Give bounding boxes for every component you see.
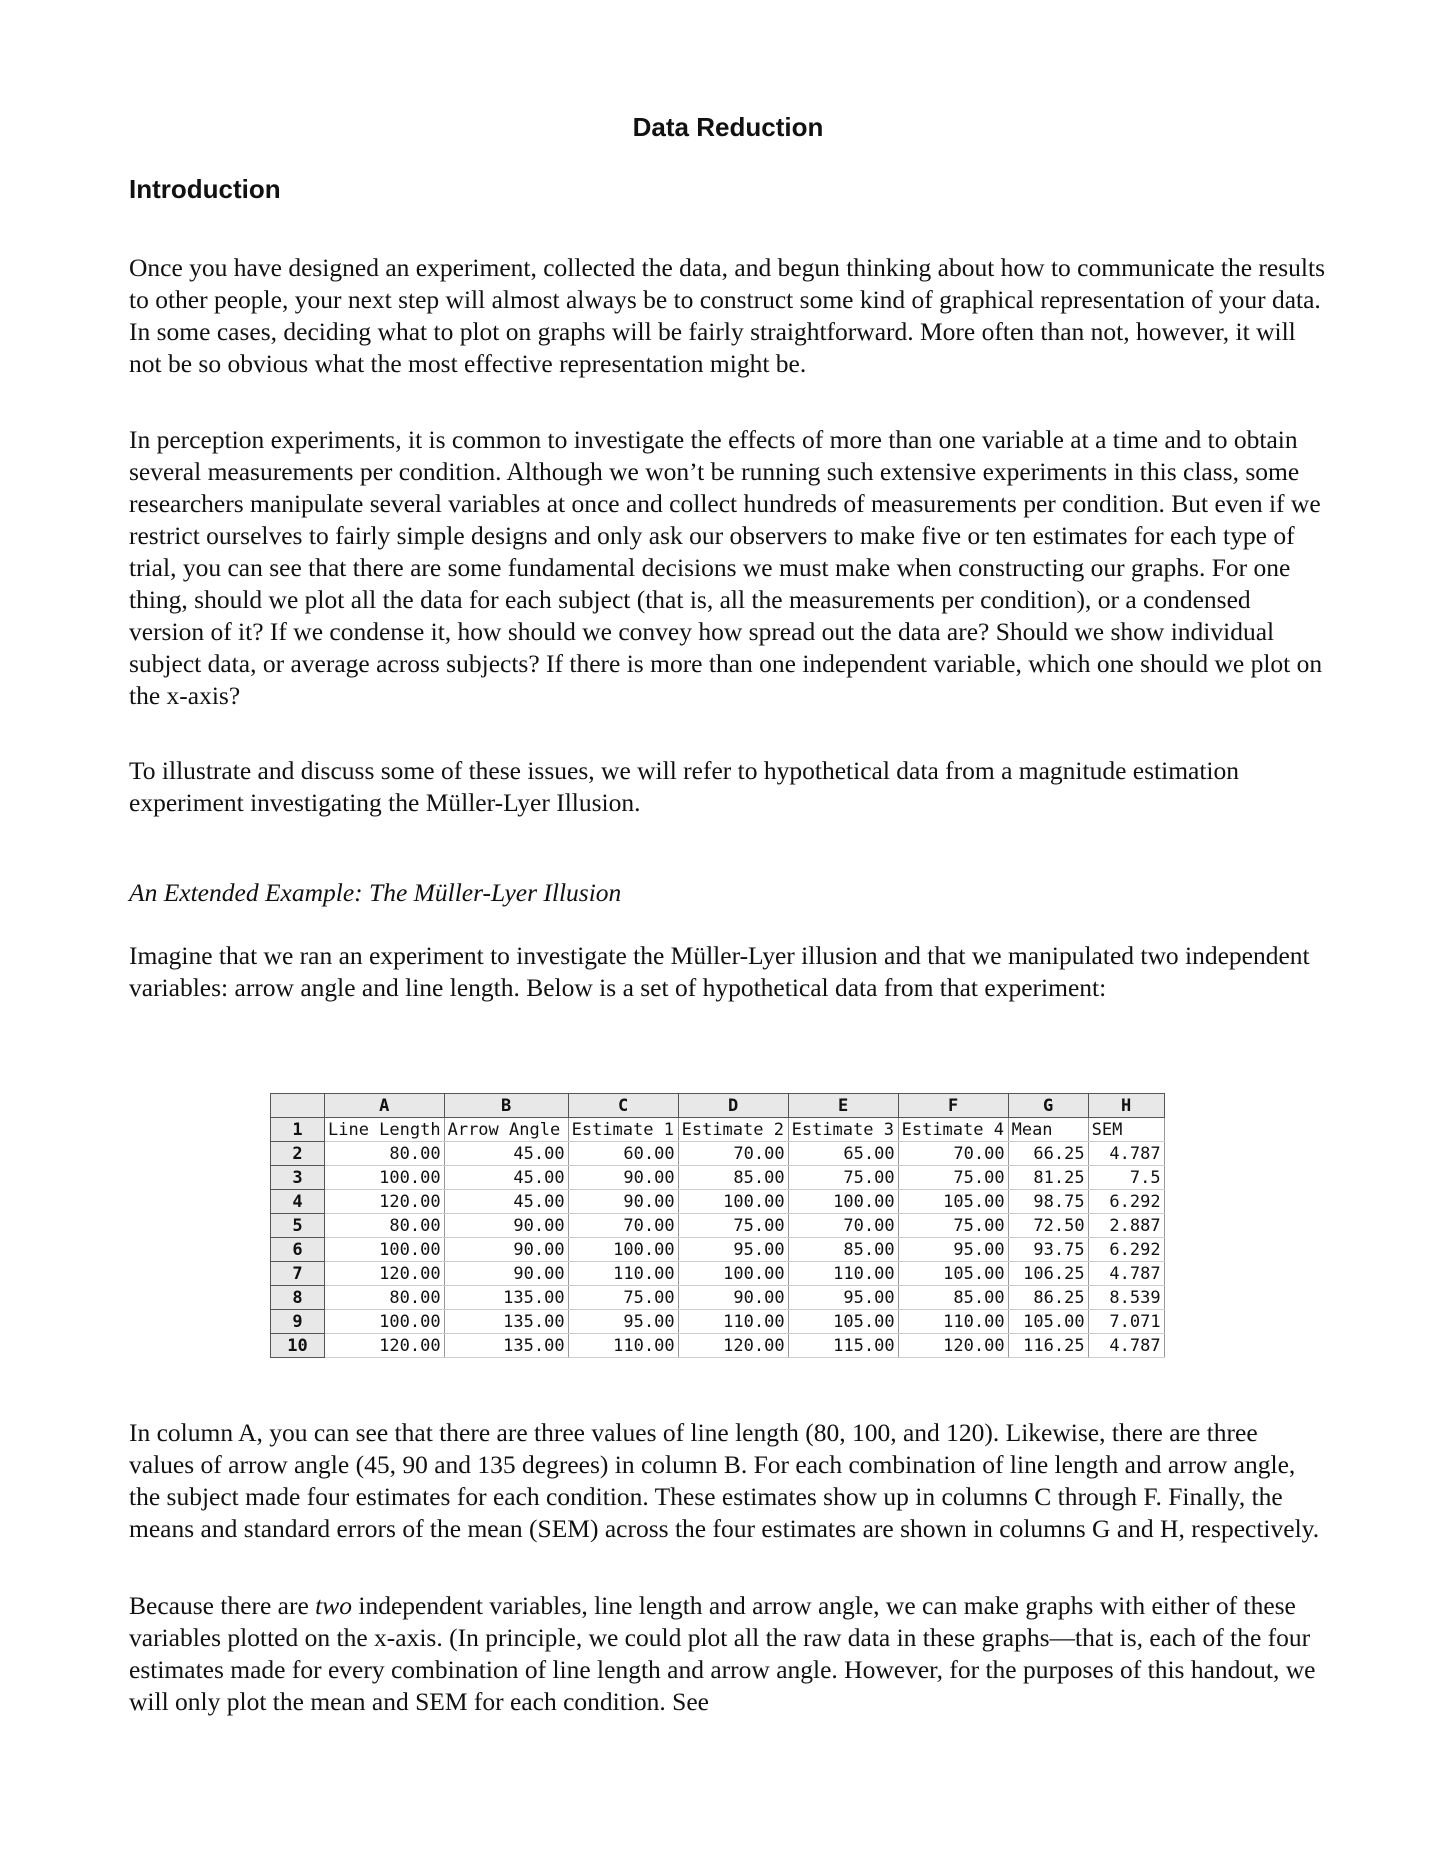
table-row <box>271 1166 1165 1190</box>
table-cell: 80.00 <box>325 1286 445 1310</box>
table-cell: 100.00 <box>325 1238 445 1262</box>
table-cell: 110.00 <box>568 1334 678 1358</box>
table-cell: 105.00 <box>1008 1310 1088 1334</box>
table-cell: 75.00 <box>898 1214 1008 1238</box>
table-cell: 90.00 <box>444 1262 568 1286</box>
corner-cell <box>271 1094 325 1118</box>
row-number: 9 <box>271 1310 325 1334</box>
table-cell: 65.00 <box>788 1142 898 1166</box>
table-cell: 86.25 <box>1008 1286 1088 1310</box>
row-number: 1 <box>271 1118 325 1142</box>
table-row <box>271 1334 1165 1358</box>
column-header: D <box>678 1094 788 1118</box>
table-cell: 110.00 <box>568 1262 678 1286</box>
table-cell: 70.00 <box>678 1142 788 1166</box>
table-cell: 72.50 <box>1008 1214 1088 1238</box>
table-cell: 120.00 <box>325 1262 445 1286</box>
table-cell: 100.00 <box>678 1190 788 1214</box>
table-cell: Estimate 2 <box>678 1118 788 1142</box>
table-cell: 75.00 <box>568 1286 678 1310</box>
row-number: 2 <box>271 1142 325 1166</box>
table-cell: 115.00 <box>788 1334 898 1358</box>
paragraph-1: Once you have designed an experiment, collected the data, and begun thinking about how to communicate the results to other people, your next step will almost always be to construct some kind of graphical representation of your data. In some cases, deciding what to plot on graphs will be fairly straightforward. More often than not, however, it will not be so obvious what the most effective representation might be. <box>129 253 1326 378</box>
table-cell: 90.00 <box>678 1286 788 1310</box>
paragraph-4: Imagine that we ran an experiment to investigate the Müller-Lyer illusion and that we manipulated two independent variables: arrow angle and line length. Below is a set of hypothetical data from that experiment: <box>129 941 1310 1002</box>
table-cell: 80.00 <box>325 1214 445 1238</box>
table-cell: 100.00 <box>788 1190 898 1214</box>
table-cell: 120.00 <box>678 1334 788 1358</box>
table-cell: 45.00 <box>444 1166 568 1190</box>
table-cell: 135.00 <box>444 1334 568 1358</box>
paragraph-5: In column A, you can see that there are three values of line length (80, 100, and 120). Likewise, there are three values of arrow angle (45, 90 and 135 degrees) in column B. For each combination of line length and arrow angle, the subject made four estimates for each condition. These estimates show up in columns C through F. Finally, the means and standard errors of the mean (SEM) across the four estimates are shown in columns G and H, respectively. <box>129 1418 1320 1543</box>
table-cell: 105.00 <box>788 1310 898 1334</box>
table-cell: Estimate 1 <box>568 1118 678 1142</box>
paragraph-6-emphasis: two <box>315 1591 353 1620</box>
row-number: 10 <box>271 1334 325 1358</box>
table-cell: 6.292 <box>1088 1238 1164 1262</box>
table-cell: 66.25 <box>1008 1142 1088 1166</box>
table-cell: 70.00 <box>898 1142 1008 1166</box>
table-cell: Estimate 3 <box>788 1118 898 1142</box>
table-cell: 90.00 <box>568 1166 678 1190</box>
paragraph-6 <box>129 1590 1329 1718</box>
table-cell: 81.25 <box>1008 1166 1088 1190</box>
table-cell: 85.00 <box>678 1166 788 1190</box>
row-number: 7 <box>271 1262 325 1286</box>
column-header: G <box>1008 1094 1088 1118</box>
column-header: B <box>444 1094 568 1118</box>
table-cell: 90.00 <box>568 1190 678 1214</box>
row-number: 8 <box>271 1286 325 1310</box>
table-cell: Arrow Angle <box>444 1118 568 1142</box>
table-cell: 90.00 <box>444 1214 568 1238</box>
table-cell: 70.00 <box>788 1214 898 1238</box>
paragraph-6-rest: independent variables, line length and arrow angle, we can make graphs with either of these variables plotted on the x-axis. (In principle, we could plot all the raw data in these graphs—that is, each of the four estimates made for every combination of line length and arrow angle. However, for the purposes of this handout, we will only plot the mean and SEM for each condition. See <box>129 1591 1316 1716</box>
table-cell: 60.00 <box>568 1142 678 1166</box>
table-cell: 8.539 <box>1088 1286 1164 1310</box>
table-cell: 116.25 <box>1008 1334 1088 1358</box>
table-cell: 6.292 <box>1088 1190 1164 1214</box>
table-cell: 100.00 <box>325 1166 445 1190</box>
table-cell: 2.887 <box>1088 1214 1164 1238</box>
table-cell: 70.00 <box>568 1214 678 1238</box>
table-cell: 45.00 <box>444 1190 568 1214</box>
column-header: A <box>325 1094 445 1118</box>
table-row <box>271 1310 1165 1334</box>
column-header: C <box>568 1094 678 1118</box>
page-title: Data Reduction <box>632 112 824 142</box>
column-header: F <box>898 1094 1008 1118</box>
paragraph-6-start: Because there are <box>129 1591 316 1620</box>
table-cell: 110.00 <box>678 1310 788 1334</box>
table-row <box>271 1286 1165 1310</box>
table-cell: 80.00 <box>325 1142 445 1166</box>
table-cell: 75.00 <box>788 1166 898 1190</box>
table-cell: 4.787 <box>1088 1334 1164 1358</box>
subsection-heading: An Extended Example: The Müller-Lyer Illusion <box>129 878 622 907</box>
column-header: E <box>788 1094 898 1118</box>
section-heading-introduction: Introduction <box>129 174 281 204</box>
row-number: 4 <box>271 1190 325 1214</box>
table-cell: 105.00 <box>898 1190 1008 1214</box>
paragraph-3: To illustrate and discuss some of these issues, we will refer to hypothetical data from a magnitude estimation experiment investigating the Müller-Lyer Illusion. <box>129 756 1240 817</box>
table-cell: 100.00 <box>325 1310 445 1334</box>
table-cell: 95.00 <box>898 1238 1008 1262</box>
table-cell: 120.00 <box>325 1334 445 1358</box>
paragraph-2: In perception experiments, it is common to investigate the effects of more than one variable at a time and to obtain several measurements per condition. Although we won’t be running such extensive experiments in this class, some researchers manipulate several variables at once and collect hundreds of measurements per condition. But even if we restrict ourselves to fairly simple designs and only ask our observers to make five or ten estimates for each type of trial, you can see that there are some fundamental decisions we must make when constructing our graphs. For one thing, should we plot all the data for each subject (that is, all the measurements per condition), or a condensed version of it? If we condense it, how should we convey how spread out the data are? Should we show individual subject data, or average across subjects? If there is more than one independent variable, which one should we plot on the x-axis? <box>129 425 1323 710</box>
row-number: 6 <box>271 1238 325 1262</box>
table-cell: 75.00 <box>898 1166 1008 1190</box>
table-cell: 95.00 <box>788 1286 898 1310</box>
table-cell: 4.787 <box>1088 1142 1164 1166</box>
spreadsheet-table <box>270 1093 1165 1358</box>
table-cell: 4.787 <box>1088 1262 1164 1286</box>
table-cell: 135.00 <box>444 1286 568 1310</box>
table-row <box>271 1262 1165 1286</box>
column-header-row <box>271 1094 1165 1118</box>
table-cell: Estimate 4 <box>898 1118 1008 1142</box>
row-number: 3 <box>271 1166 325 1190</box>
table-row <box>271 1214 1165 1238</box>
table-cell: Line Length <box>325 1118 445 1142</box>
table-cell: 105.00 <box>898 1262 1008 1286</box>
table-row <box>271 1190 1165 1214</box>
table-cell: 85.00 <box>898 1286 1008 1310</box>
table-cell: 100.00 <box>678 1262 788 1286</box>
column-header: H <box>1088 1094 1164 1118</box>
table-cell: 120.00 <box>325 1190 445 1214</box>
table-cell: 85.00 <box>788 1238 898 1262</box>
table-cell: 110.00 <box>788 1262 898 1286</box>
table-row <box>271 1238 1165 1262</box>
table-cell: Mean <box>1008 1118 1088 1142</box>
row-number: 5 <box>271 1214 325 1238</box>
table-cell: 90.00 <box>444 1238 568 1262</box>
table-cell: 95.00 <box>568 1310 678 1334</box>
table-cell: 106.25 <box>1008 1262 1088 1286</box>
table-cell: 75.00 <box>678 1214 788 1238</box>
table-cell: 45.00 <box>444 1142 568 1166</box>
table-cell: 100.00 <box>568 1238 678 1262</box>
table-cell: 7.5 <box>1088 1166 1164 1190</box>
table-cell: 98.75 <box>1008 1190 1088 1214</box>
table-row <box>271 1142 1165 1166</box>
table-cell: 135.00 <box>444 1310 568 1334</box>
table-cell: 110.00 <box>898 1310 1008 1334</box>
table-cell: 7.071 <box>1088 1310 1164 1334</box>
table-row <box>271 1118 1165 1142</box>
table-cell: 93.75 <box>1008 1238 1088 1262</box>
table-cell: 120.00 <box>898 1334 1008 1358</box>
table-cell: 95.00 <box>678 1238 788 1262</box>
table-cell: SEM <box>1088 1118 1164 1142</box>
